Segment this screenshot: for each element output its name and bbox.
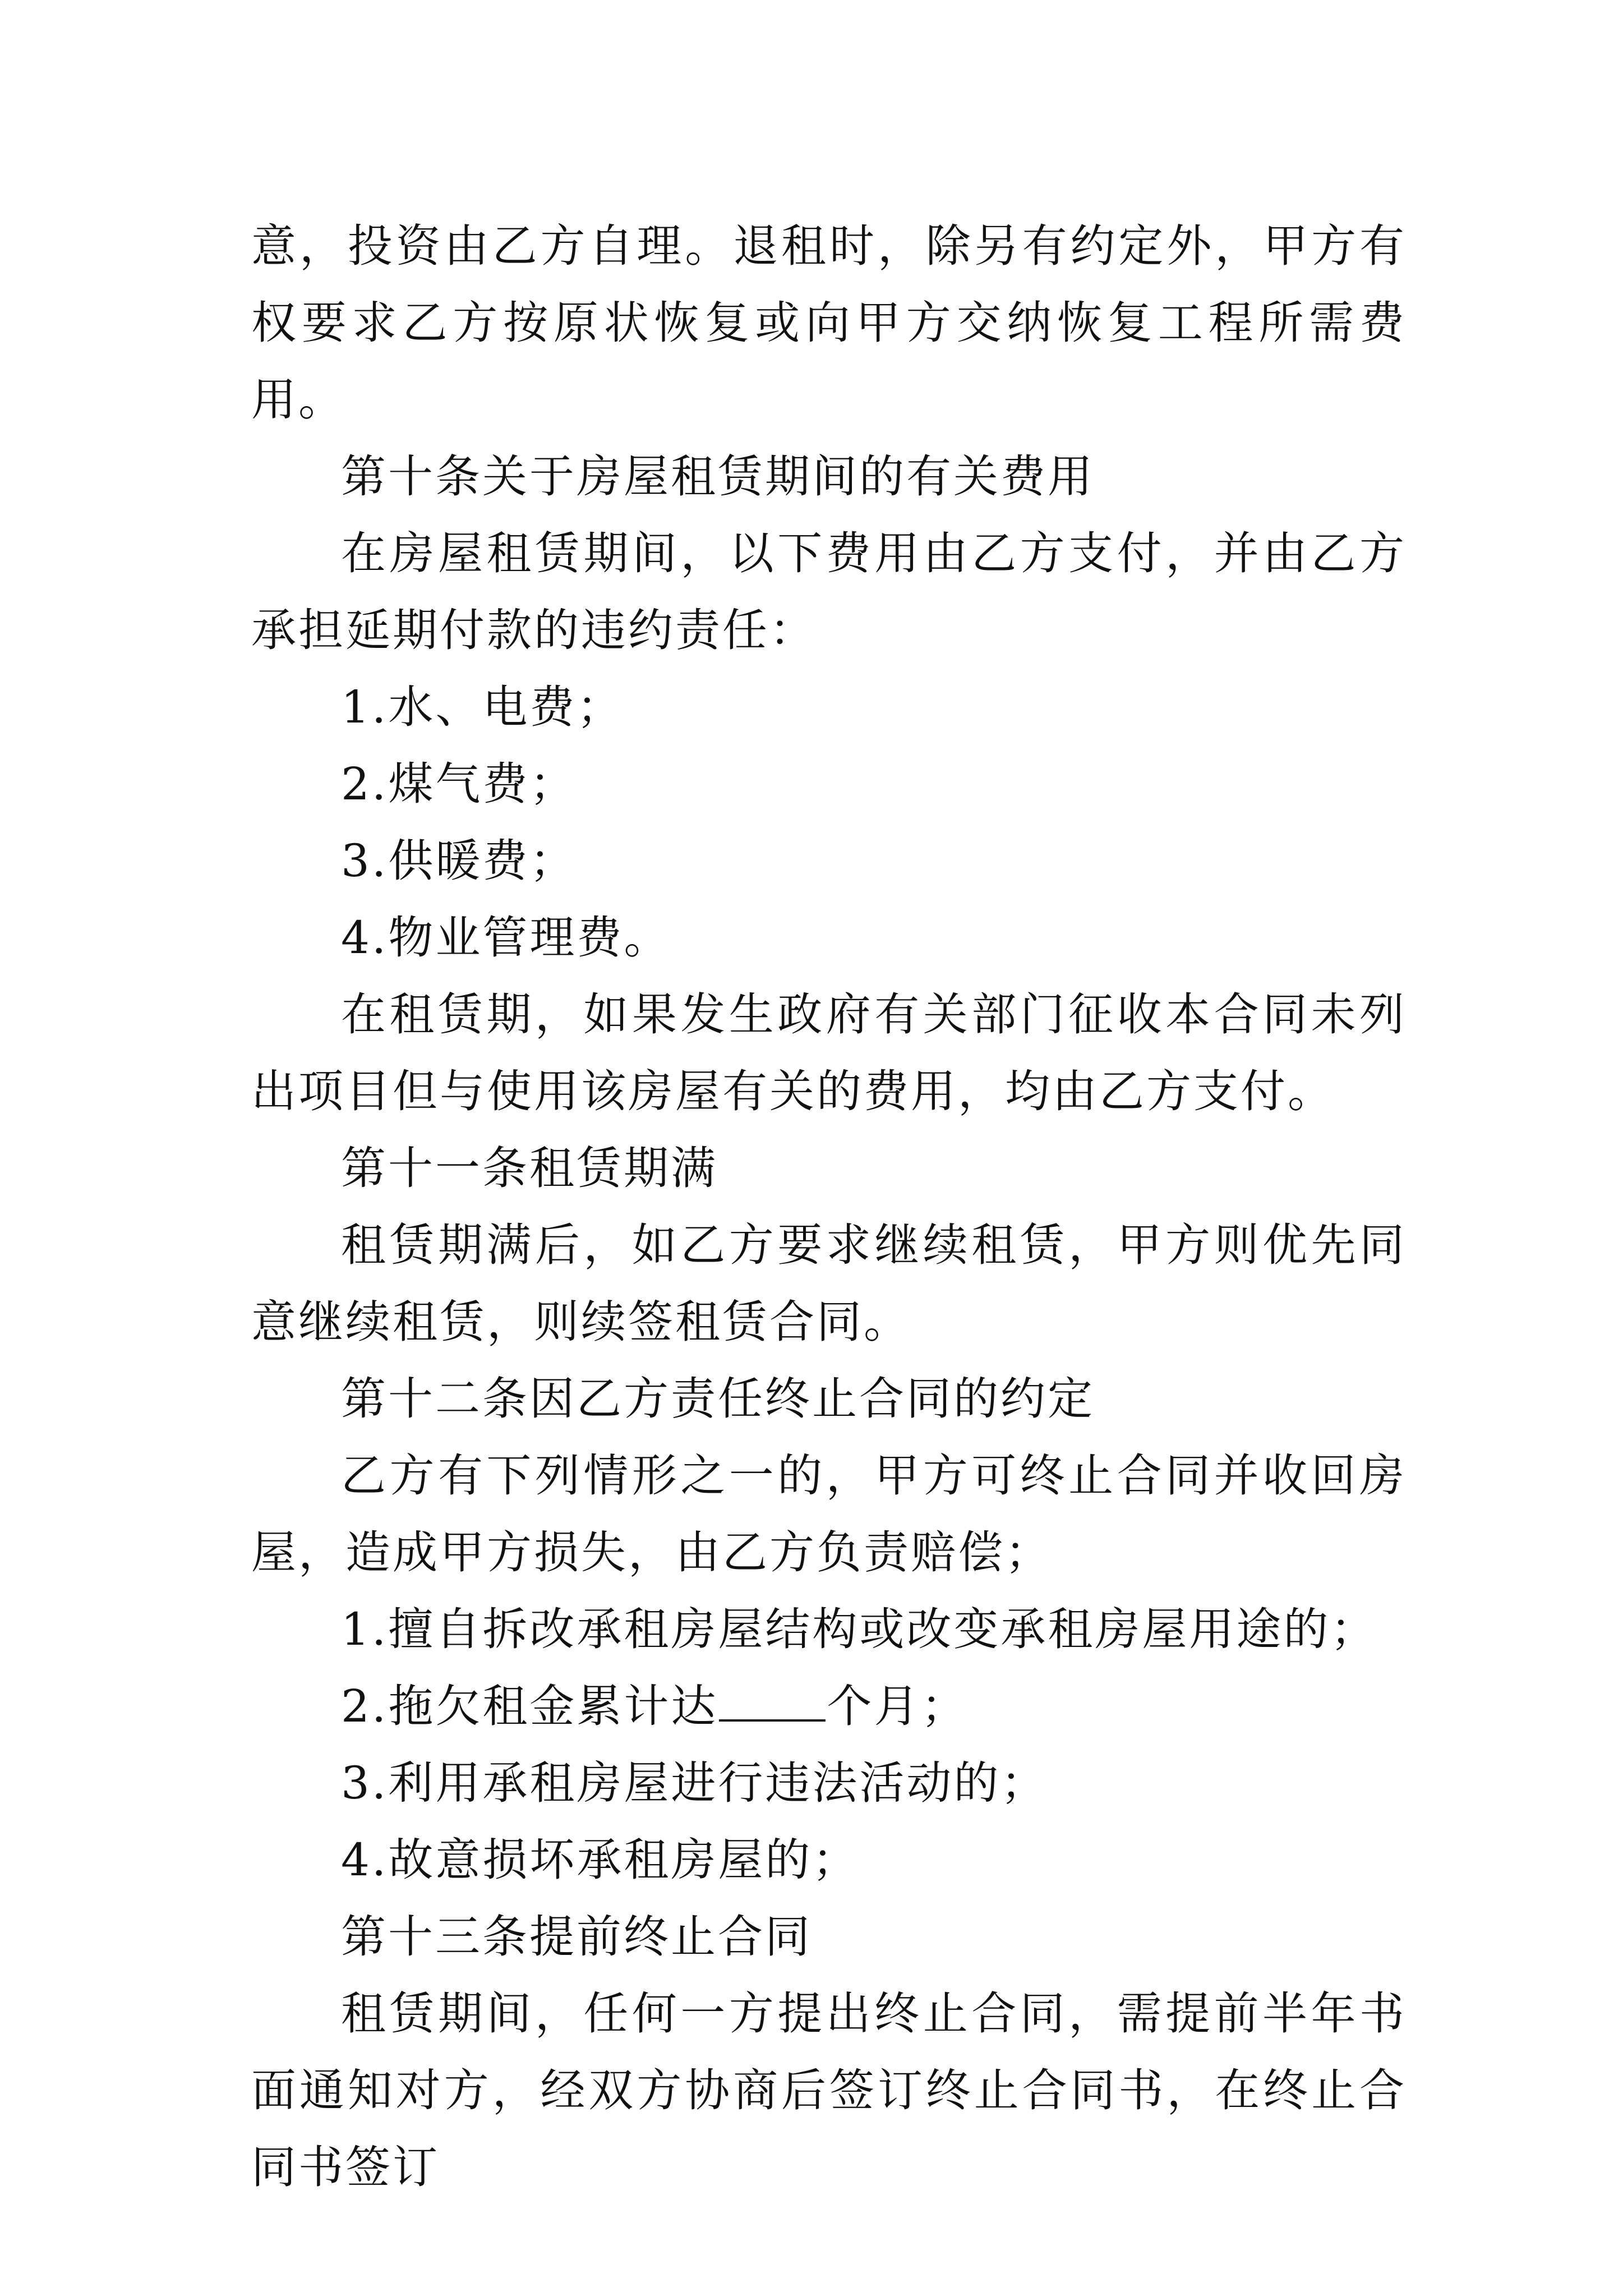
fee-item-3: 3.供暖费； (341, 835, 577, 887)
termination-item-3: 3.利用承租房屋进行违法活动的； (341, 1757, 1048, 1809)
fill-in-blank (719, 1680, 826, 1722)
article-11-heading: 第十一条租赁期满 (341, 1142, 718, 1194)
fee-item-1: 1.水、电费； (341, 681, 624, 733)
article-12-heading: 第十二条因乙方责任终止合同的约定 (341, 1373, 1095, 1425)
termination-item-2 (251, 1668, 1407, 1745)
article-12-paragraph: 乙方有下列情形之一的，甲方可终止合同并收回房屋，造成甲方损失，由乙方负责赔偿； (251, 1450, 1407, 1579)
termination-item-2-before: 2.拖欠租金累计达 (341, 1680, 718, 1732)
article-13-heading: 第十三条提前终止合同 (341, 1911, 812, 1963)
paragraph-continuation: 意，投资由乙方自理。退租时，除另有约定外，甲方有权要求乙方按原状恢复或向甲方交纳恢复工程所需费用。 (251, 220, 1407, 426)
termination-item-1: 1.擅自拆改承租房屋结构或改变承租房屋用途的； (341, 1603, 1378, 1655)
document-body (251, 208, 1407, 2206)
article-13-paragraph: 租赁期间，任何一方提出终止合同，需提前半年书面通知对方，经双方协商后签订终止合同书，在终止合同书签订 (251, 1987, 1407, 2193)
fee-item-2: 2.煤气费； (341, 758, 577, 810)
article-10-extra-fees: 在租赁期，如果发生政府有关部门征收本合同未列出项目但与使用该房屋有关的费用，均由乙方支付。 (251, 988, 1407, 1117)
article-10-heading: 第十条关于房屋租赁期间的有关费用 (341, 450, 1095, 503)
article-11-paragraph: 租赁期满后，如乙方要求继续租赁，甲方则优先同意继续租赁，则续签租赁合同。 (251, 1219, 1407, 1348)
article-10-paragraph: 在房屋租赁期间，以下费用由乙方支付，并由乙方承担延期付款的违约责任： (251, 527, 1407, 656)
termination-item-2-after: 个月； (827, 1680, 969, 1732)
fee-item-4: 4.物业管理费。 (341, 912, 671, 964)
termination-item-4: 4.故意损坏承租房屋的； (341, 1834, 860, 1886)
